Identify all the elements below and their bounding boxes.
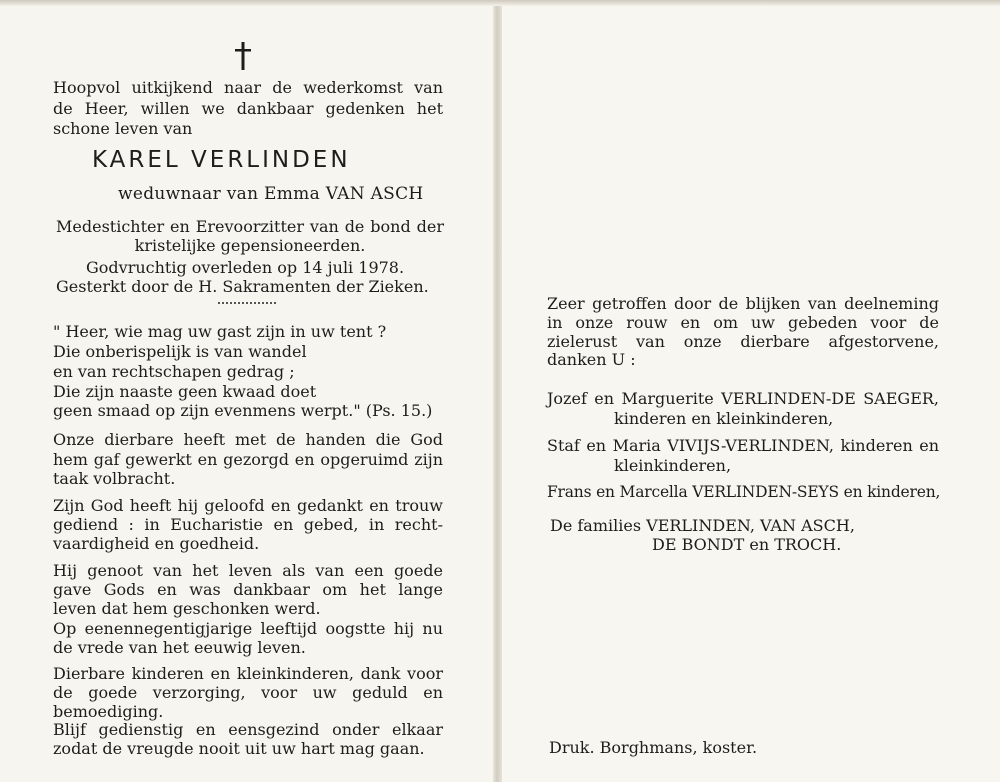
paragraph-4-line-4: Blijf gedienstig en eensgezind onder elkaar: [53, 720, 443, 739]
thanks-line-2: in onze rouw en om uw gebeden voor de: [547, 313, 939, 332]
card-top-edge: [0, 0, 1000, 6]
paragraph-3-line-4: Op eenennegentigjarige leeftijd oogstte hij nu: [53, 619, 443, 638]
role-line-1: Medestichter en Erevoorzitter van de bond der: [56, 217, 444, 236]
paragraph-3-line-3: leven dat hem geschonken werd.: [53, 599, 321, 618]
paragraph-2-line-1: Zijn God heeft hij geloofd en gedankt en trouw: [53, 496, 443, 515]
paragraph-2-line-3: vaardigheid en goedheid.: [53, 534, 260, 553]
family-4-line-1: De families VERLINDEN, VAN ASCH,: [550, 516, 855, 535]
cross-icon: [228, 40, 258, 72]
paragraph-4-line-1: Dierbare kinderen en kleinkinderen, dank voor: [53, 664, 443, 683]
separator-dots: [218, 302, 276, 304]
death-date: Godvruchtig overleden op 14 juli 1978.: [86, 258, 405, 277]
role-line-2: kristelijke gepensioneerden.: [134, 236, 366, 255]
intro-line-1: Hoopvol uitkijkend naar de wederkomst van: [53, 78, 443, 97]
family-4-line-2: DE BONDT en TROCH.: [652, 535, 842, 554]
paragraph-2-line-2: gediend : in Eucharistie en gebed, in recht-: [53, 515, 443, 534]
psalm-line-5: geen smaad op zijn evenmens werpt." (Ps. 15.): [53, 401, 433, 420]
family-1-line-1: Jozef en Marguerite VERLINDEN-DE SAEGER,: [547, 389, 939, 408]
psalm-line-2: Die onberispelijk is van wandel: [53, 342, 307, 361]
paragraph-3-line-1: Hij genoot van het leven als van een goede: [53, 561, 443, 580]
paragraph-3-line-5: de vrede van het eeuwig leven.: [53, 638, 306, 657]
family-3: Frans en Marcella VERLINDEN-SEYS en kinderen,: [547, 483, 941, 501]
printer-credit: Druk. Borghmans, koster.: [549, 738, 758, 757]
paragraph-4-line-2: de goede verzorging, voor uw geduld en: [53, 683, 443, 702]
paragraph-1-line-1: Onze dierbare heeft met de handen die God: [53, 430, 443, 449]
paragraph-4-line-5: zodat de vreugde nooit uit uw hart mag gaan.: [53, 739, 425, 758]
psalm-line-4: Die zijn naaste geen kwaad doet: [53, 382, 317, 401]
paragraph-1-line-3: taak volbracht.: [53, 469, 176, 488]
intro-line-2: de Heer, willen we dankbaar gedenken het: [53, 99, 443, 118]
widower-line: weduwnaar van Emma VAN ASCH: [118, 184, 424, 204]
card-fold: [493, 0, 502, 782]
paragraph-3-line-2: gave Gods en was dankbaar om het lange: [53, 580, 443, 599]
psalm-line-3: en van rechtschapen gedrag ;: [53, 362, 295, 381]
thanks-line-1: Zeer getroffen door de blijken van deelneming: [547, 294, 939, 313]
family-1-line-2: kinderen en kleinkinderen,: [614, 409, 834, 428]
family-2-line-2: kleinkinderen,: [614, 456, 732, 475]
intro-line-3: schone leven van: [53, 119, 193, 138]
psalm-line-1: " Heer, wie mag uw gast zijn in uw tent ?: [53, 322, 387, 341]
thanks-line-3: zielerust van onze dierbare afgestorvene,: [547, 332, 939, 351]
deceased-name: KAREL VERLINDEN: [92, 147, 351, 173]
family-2-line-1: Staf en Maria VIVIJS-VERLINDEN, kinderen en: [547, 436, 939, 455]
thanks-line-4: danken U :: [547, 350, 636, 369]
paragraph-4-line-3: bemoediging.: [53, 702, 164, 721]
sacraments-line: Gesterkt door de H. Sakramenten der Zieken.: [56, 277, 429, 296]
paragraph-1-line-2: hem gaf gewerkt en gezorgd en opgeruimd zijn: [53, 450, 443, 469]
